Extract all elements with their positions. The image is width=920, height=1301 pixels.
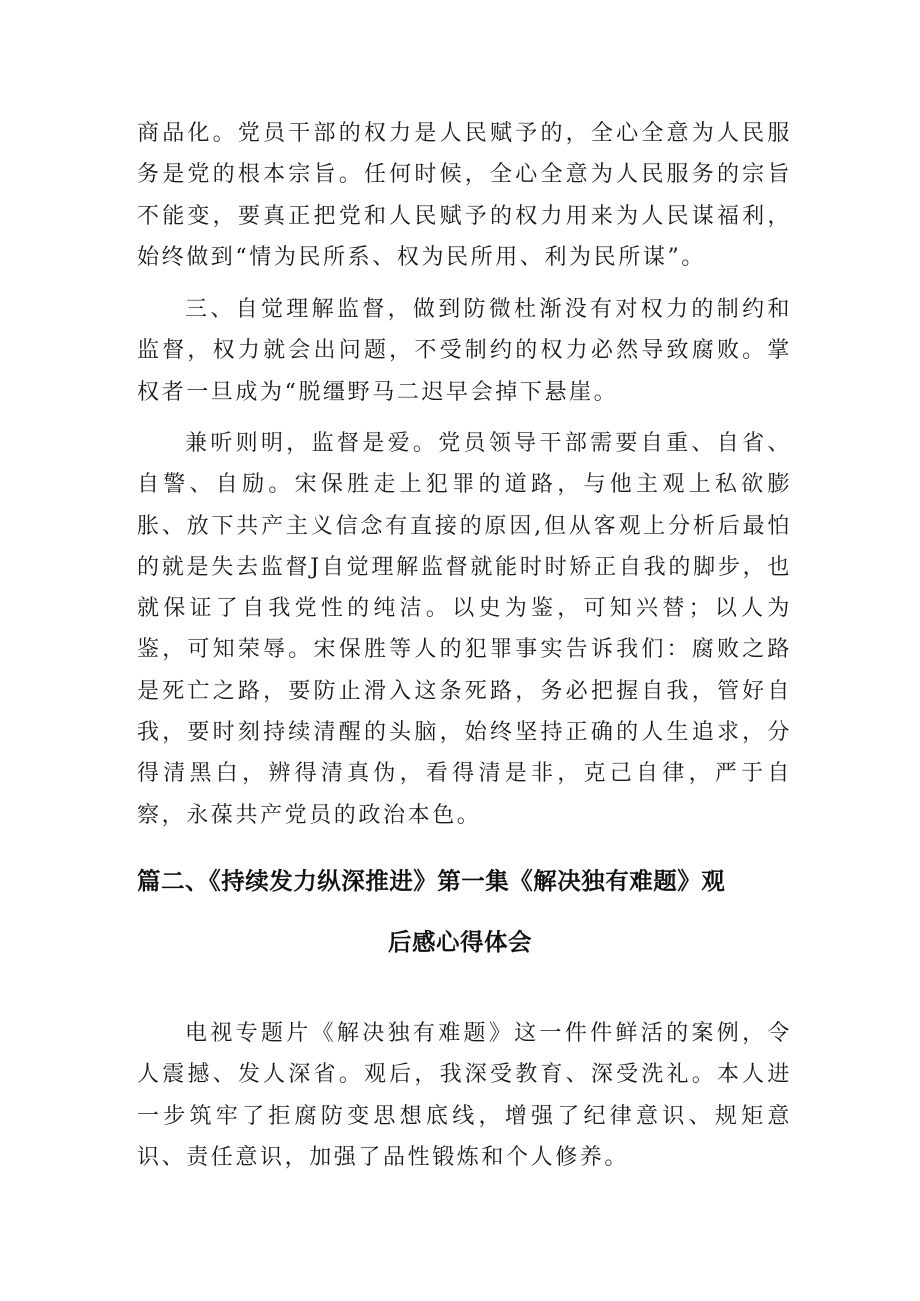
section-title-line-2: 后感心得体会 [388, 928, 532, 956]
paragraph-supervision-is-love: 兼听则明，监督是爱。党员领导干部需要自重、自省、自警、自励。宋保胜走上犯罪的道路，与他主观上私欲膨胀、放下共产主义信念有直接的原因,但从客观上分析后最怕的就是失去监督J自觉理解监督就能时时矫正自我的脚步，也就保证了自我党性的纯洁。以史为鉴，可知兴替；以人为鉴，可知荣辱。宋保胜等人的犯罪事实告诉我们：腐败之路是死亡之路，要防止滑入这条死路，务必把握自我，管好自我，要时刻持续清醒的头脑，始终坚持正确的人生追求，分得清黑白，辨得清真伪，看得清是非，克己自律，严于自察，永葆共产党员的政治本色。 [137, 431, 792, 828]
section-title-line-1: 篇二、《持续发力纵深推进》第一集《解决独有难题》观 [137, 867, 726, 895]
paragraph-party-purpose: 商品化。党员干部的权力是人民赋予的，全心全意为人民服务是党的根本宗旨。任何时候，全心全意为人民服务的宗旨不能变，要真正把党和人民赋予的权力用来为人民谋福利，始终做到“情为民所系、权为民所用、利为民所谋”。 [137, 121, 792, 270]
paragraph-supervision-point-three: 三、自觉理解监督，做到防微杜渐没有对权力的制约和监督，权力就会出问题，不受制约的权力必然导致腐败。掌权者一旦成为“脱缰野马二迟早会掉下悬崖。 [137, 297, 792, 405]
paragraph-documentary-reflection: 电视专题片《解决独有难题》这一件件鲜活的案例，令人震撼、发人深省。观后，我深受教育、深受洗礼。本人进一步筑牢了拒腐防变思想底线，增强了纪律意识、规矩意识、责任意识，加强了品性锻炼和个人修养。 [137, 1021, 792, 1170]
